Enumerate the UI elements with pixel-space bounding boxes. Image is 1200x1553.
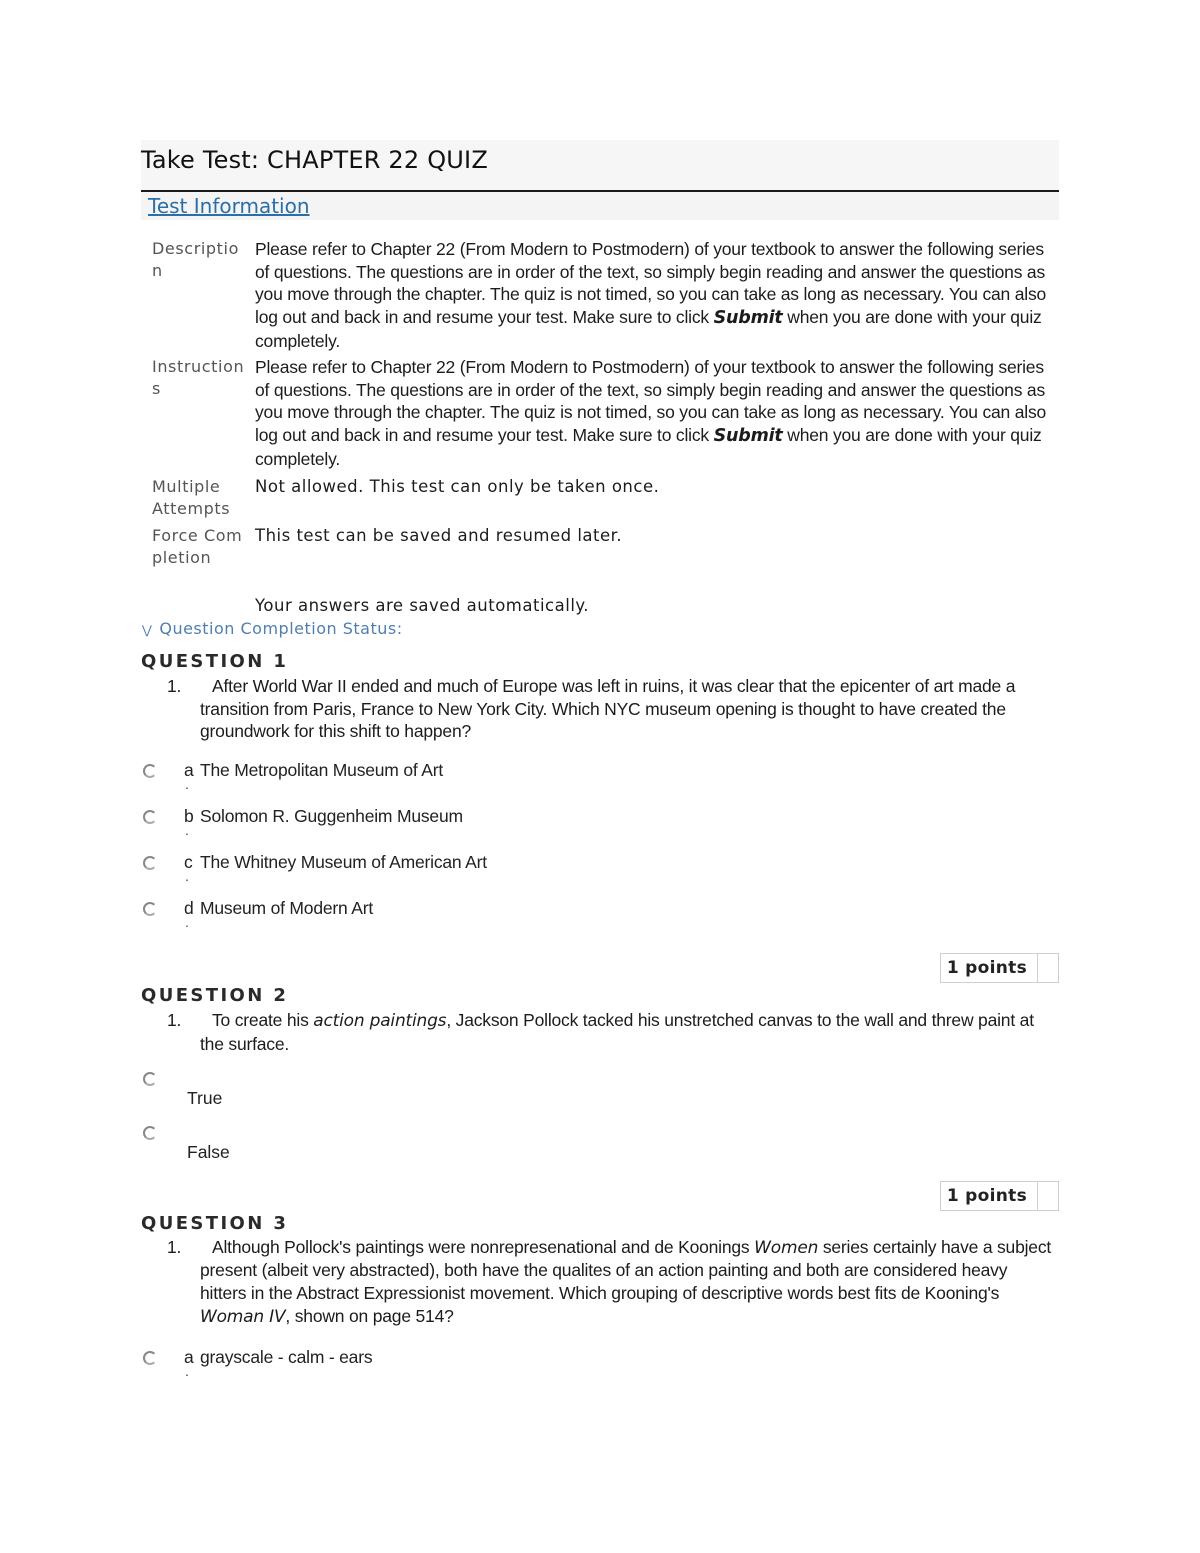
option-letter-dot: . [185,776,189,793]
test-information-link[interactable]: Test Information [148,194,310,218]
info-row-description [141,238,1059,356]
answer-option[interactable] [141,851,1059,897]
answer-options [141,1346,1059,1392]
question-body-part-3: , shown on page 514? [285,1305,454,1326]
points-save-indicator [1038,1182,1058,1210]
question-body-end: , Jackson Pollock tacked his unstretched canvas to the wall and threw paint at the surface. [200,1010,1034,1054]
question-body [200,1237,1051,1326]
option-text: True [187,1087,223,1108]
radio-button[interactable] [143,810,157,824]
info-value [249,238,1059,356]
answer-option-true[interactable] [141,1070,1059,1124]
option-letter-dot: . [185,868,189,885]
answer-option[interactable] [141,805,1059,851]
info-row-force-completion [141,525,1059,595]
question-body-emphasis-2: Woman IV [200,1306,286,1327]
page-title: Take Test: CHAPTER 22 QUIZ [141,146,488,174]
info-value: This test can be saved and resumed later. [255,526,623,545]
question-heading: QUESTION 3 [141,1212,289,1234]
option-letter: a [184,1347,194,1368]
question-1 [141,651,1059,985]
info-value [249,356,1059,476]
instructions-text: Please refer to Chapter 22 (From Modern to Postmodern) of your textbook to answer the following series of questions. The questions are in order of the text, so simply begin reading and answer the questions as you move through the chapter. The quiz is not timed, so you can take as long as necessary. You can also log out and back in and resume your test. Make sure to click [255,357,1047,446]
info-row-multiple-attempts [141,476,1059,525]
radio-button[interactable] [143,856,157,870]
option-letter: d [184,898,194,919]
question-text [141,1009,1059,1055]
test-page [141,140,1059,1392]
option-letter: c [184,852,193,873]
points-row [141,953,1059,985]
autosave-note: Your answers are saved automatically. [255,596,590,615]
info-label: Multiple Attempts [152,477,231,518]
question-2 [141,985,1059,1212]
info-label-empty [141,595,249,619]
question-body-start: To create his [212,1010,314,1031]
question-text [141,675,1059,743]
option-letter-dot: . [185,914,189,931]
points-box [940,953,1059,983]
info-value: Not allowed. This test can only be taken once. [255,477,660,496]
question-number: 1. [167,676,182,696]
option-text: The Whitney Museum of American Art [200,852,487,873]
answer-option[interactable] [141,1346,1059,1392]
radio-button[interactable] [143,1126,157,1140]
question-number: 1. [167,1010,182,1031]
question-body-emphasis: action paintings [313,1011,447,1032]
answer-option[interactable] [141,759,1059,805]
question-body-emphasis-1: Women [754,1237,819,1258]
option-text: Solomon R. Guggenheim Museum [200,806,463,827]
info-row-instructions [141,356,1059,476]
option-text: The Metropolitan Museum of Art [200,760,443,781]
question-3 [141,1213,1059,1393]
info-row-autosave [141,595,1059,619]
radio-button[interactable] [143,1351,157,1365]
description-text-end: when you are done with your quiz completely. [255,307,1042,351]
question-heading: QUESTION 1 [141,651,289,672]
submit-keyword: Submit [713,308,783,329]
answer-option-false[interactable] [141,1124,1059,1178]
question-body [200,1010,1034,1054]
radio-button[interactable] [143,1072,157,1086]
double-chevron-down-icon: ⋁ [142,623,153,637]
points-label: 1 points [941,954,1038,982]
points-save-indicator [1038,954,1058,982]
title-bar [141,140,1059,192]
answer-options [141,759,1059,943]
option-text: grayscale - calm - ears [200,1347,373,1368]
question-heading: QUESTION 2 [141,985,289,1007]
points-box [940,1181,1059,1211]
answer-options [141,1070,1059,1178]
question-completion-status-toggle[interactable] [141,619,1059,638]
completion-status-label: Question Completion Status: [159,619,403,638]
radio-button[interactable] [143,764,157,778]
info-label: Instructions [152,357,245,398]
info-label: Force Completion [152,526,243,567]
option-text: False [187,1141,230,1162]
question-body-part-2: series certainly have a subject present (albeit very abstracted), both have the qualites of an action painting and both are considered heavy hitters in the Abstract Expressionist movement. Which grouping of descriptive words best fits de Kooning's [200,1236,1052,1303]
test-information-table [141,238,1059,619]
radio-button[interactable] [143,902,157,916]
test-information-header [141,192,1059,220]
option-letter: b [184,806,194,827]
submit-keyword: Submit [713,426,783,447]
instructions-text-end: when you are done with your quiz completely. [255,425,1042,469]
description-text: Please refer to Chapter 22 (From Modern to Postmodern) of your textbook to answer the following series of questions. The questions are in order of the text, so simply begin reading and answer the questions as you move through the chapter. The quiz is not timed, so you can take as long as necessary. You can also log out and back in and resume your test. Make sure to click [255,239,1047,328]
option-text: Museum of Modern Art [200,898,374,919]
question-number: 1. [167,1236,182,1257]
option-letter: a [184,760,194,781]
option-letter-dot: . [185,822,189,839]
question-text [141,1236,1059,1329]
question-body: After World War II ended and much of Europe was left in ruins, it was clear that the epicenter of art made a transition from Paris, France to New York City. Which NYC museum opening is thought to have created the groundwork for this shift to happen? [200,676,1016,742]
option-letter-dot: . [185,1363,189,1380]
points-label: 1 points [941,1182,1038,1210]
question-body-part-1: Although Pollock's paintings were nonrepresenational and de Koonings [212,1236,755,1257]
info-label: Description [152,239,239,280]
answer-option[interactable] [141,897,1059,943]
points-row [141,1181,1059,1213]
